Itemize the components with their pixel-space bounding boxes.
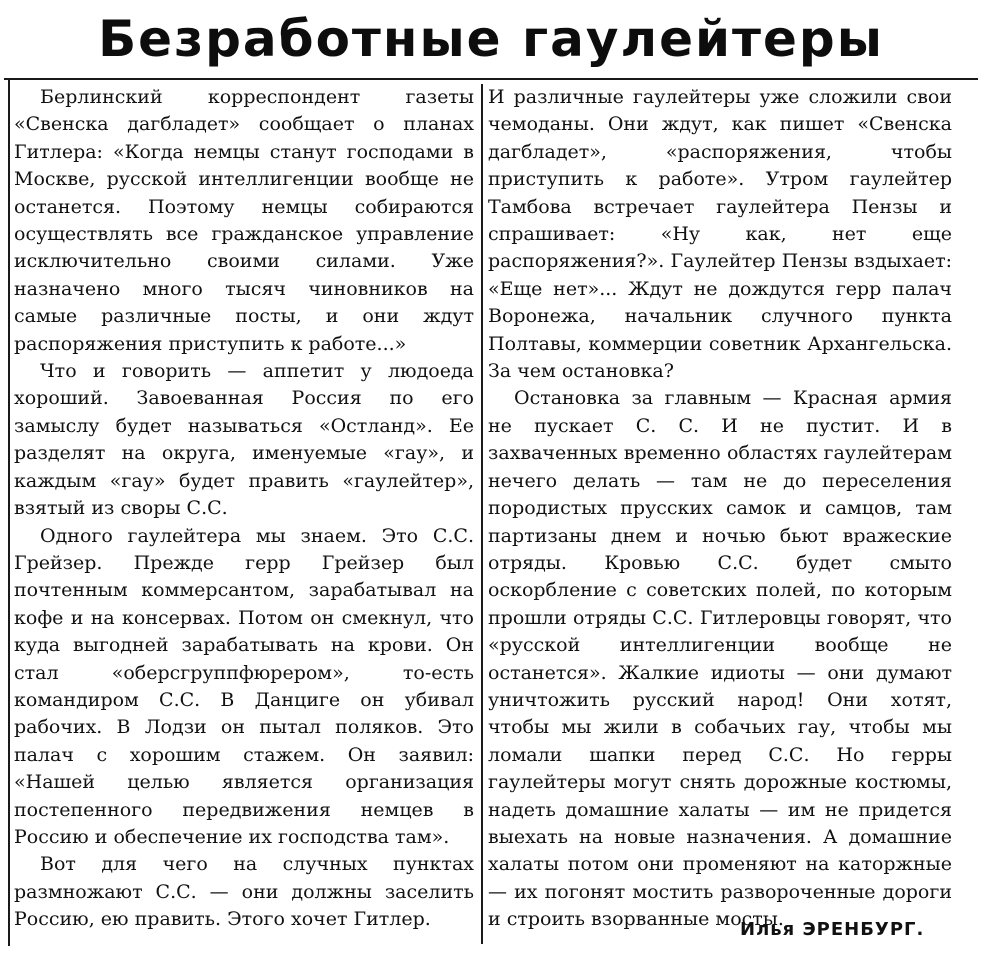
paragraph-continuation: И различные гаулейтеры уже сложили свои чемоданы. Они ждут, как пишет «Свенска дагбладет», «распоряжения, чтобы приступить к работе». Утром гаулейтер Тамбова встречает гаулейтера Пензы и спрашивает: «Ну как, нет еще распоряжения?». Гаулейтер Пензы вздыхает: «Еще нет»... Ждут не дождутся герр палач Воронежа, начальник случного пункта Полтавы, коммерции советник Архангельска. За чем остановка?	[488, 86, 952, 383]
paragraph: Остановка за главным — Красная армия не пускает С. С. И не пустит. И в захваченных временно областях гаулейтерам нечего делать — там не до переселения породистых прусских самок и самцов, там партизаны днем и ночью бьют вражеские отряды. Кровью С.С. будет смыто оскорбление с советских полей, по которым прошли отряды С.С. Гитлеровцы говорят, что «русской интеллигенции вообще не останется». Жалкие идиоты — они думают уничтожить русский народ! Они хотят, чтобы мы жили в собачьих гау, чтобы мы ломали шапки перед С.С. Но герры гаулейтеры могут снять дорожные костюмы, надеть домашние халаты — им не придется выехать на новые назначения. А домашние халаты потом они променяют на каторжные — их погонят мостить развороченные дороги и строить взорванные мосты.	[488, 387, 952, 931]
left-rule	[8, 80, 10, 946]
left-column	[14, 84, 474, 934]
paragraph: Одного гаулейтера мы знаем. Это С.С. Грейзер. Прежде герр Грейзер был почтенным коммерсантом, зарабатывал на кофе и на консервах. Потом он смекнул, что куда выгодней зарабатывать на крови. Он стал «оберсгруппфюрером», то-есть командиром С.С. В Данциге он убивал рабочих. В Лодзи он пытал поляков. Это палач с хорошим стажем. Он заявил: «Нашей целью является организация постепенного передвижения немцев в Россию и обеспечение их господства там».	[14, 524, 474, 848]
paragraph: Берлинский корреспондент газеты «Свенска дагбладет» сообщает о планах Гитлера: «Когда немцы станут господами в Москве, русской интеллигенции вообще не останется. Поэтому немцы собираются осуществлять все гражданское управление исключительно своими силами. Уже назначено много тысяч чиновников на самые различные посты, и они ждут распоряжения приступить к работе...»	[14, 86, 474, 355]
paragraph: Что и говорить — аппетит у людоеда хороший. Завоеванная Россия по его замыслу будет называться «Остланд». Ее разделят на округа, именуемые «гау», и каждым «гау» будет править «гаулейтер», взятый из своры С.С.	[14, 360, 474, 520]
right-column	[488, 84, 952, 934]
paragraph: Вот для чего на случных пунктах размножают С.С. — они должны заселить Россию, ею править. Этого хочет Гитлер.	[14, 853, 474, 931]
top-rule	[4, 78, 978, 80]
headline: Безработные гаулейтеры	[98, 10, 884, 68]
author-signature: Илья ЭРЕНБУРГ.	[740, 919, 925, 940]
column-divider	[481, 84, 483, 944]
